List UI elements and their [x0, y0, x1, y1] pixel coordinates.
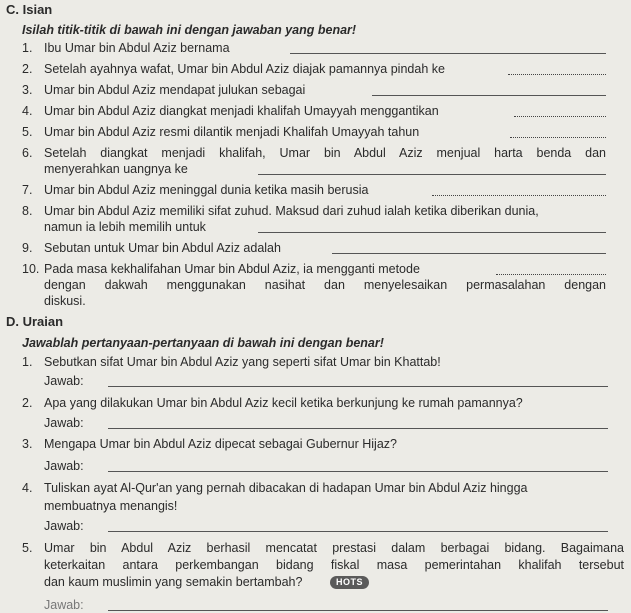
answer-line[interactable]	[108, 386, 608, 387]
c-item-text: Umar bin Abdul Aziz mendapat julukan sebagai	[44, 83, 306, 97]
hots-badge: HOTS	[330, 576, 369, 589]
c-item-number: 5.	[22, 125, 33, 139]
d-item-text: Umar bin Abdul Aziz berhasil mencatat prestasi dalam berbagai bidang. Bagaimana	[44, 541, 624, 555]
d-item-text: keterkaitan antara perkembangan bidang fiskal masa pemerintahan khalifah tersebut	[44, 558, 624, 572]
answer-line[interactable]	[108, 610, 608, 611]
c-item-text: dengan dakwah menggunakan nasihat dan menyelesaikan permasalahan dengan	[44, 278, 606, 292]
answer-dots[interactable]	[510, 137, 606, 138]
section-d-heading: D. Uraian	[6, 314, 64, 329]
c-item-text: namun ia lebih memilih untuk	[44, 220, 206, 234]
c-item-number: 10.	[22, 262, 40, 276]
d-item-text: Sebutkan sifat Umar bin Abdul Aziz yang seperti sifat Umar bin Khattab!	[44, 355, 441, 369]
answer-line[interactable]	[290, 53, 606, 54]
c-item-text: Setelah ayahnya wafat, Umar bin Abdul Aziz diajak pamannya pindah ke	[44, 62, 445, 76]
answer-label: Jawab:	[44, 374, 84, 388]
c-item-text: Umar bin Abdul Aziz meninggal dunia ketika masih berusia	[44, 183, 369, 197]
d-item-number: 1.	[22, 355, 33, 369]
c-item-text: Pada masa kekhalifahan Umar bin Abdul Aziz, ia mengganti metode	[44, 262, 420, 276]
answer-label: Jawab:	[44, 519, 84, 533]
c-item-text: Sebutan untuk Umar bin Abdul Aziz adalah	[44, 241, 281, 255]
d-item-text: Tuliskan ayat Al-Qur'an yang pernah dibacakan di hadapan Umar bin Abdul Aziz hingga	[44, 481, 528, 495]
c-item-text: menyerahkan uangnya ke	[44, 162, 188, 176]
d-item-text: membuatnya menangis!	[44, 499, 178, 513]
answer-line[interactable]	[372, 95, 606, 96]
section-d-instruction: Jawablah pertanyaan-pertanyaan di bawah ini dengan benar!	[22, 336, 384, 350]
c-item-text: Ibu Umar bin Abdul Aziz bernama	[44, 41, 230, 55]
answer-label: Jawab:	[44, 598, 84, 612]
answer-line[interactable]	[108, 428, 608, 429]
c-item-number: 3.	[22, 83, 33, 97]
answer-dots[interactable]	[514, 116, 606, 117]
section-c-heading: C. Isian	[6, 2, 53, 17]
answer-dots[interactable]	[496, 274, 606, 275]
answer-label: Jawab:	[44, 416, 84, 430]
c-item-text: Umar bin Abdul Aziz resmi dilantik menjadi Khalifah Umayyah tahun	[44, 125, 420, 139]
answer-line[interactable]	[108, 531, 608, 532]
c-item-text: Umar bin Abdul Aziz diangkat menjadi khalifah Umayyah menggantikan	[44, 104, 439, 118]
answer-line[interactable]	[108, 471, 608, 472]
answer-dots[interactable]	[432, 195, 606, 196]
answer-line[interactable]	[258, 174, 606, 175]
c-item-number: 2.	[22, 62, 33, 76]
c-item-number: 9.	[22, 241, 33, 255]
d-item-number: 4.	[22, 481, 33, 495]
d-item-number: 2.	[22, 396, 33, 410]
answer-label: Jawab:	[44, 459, 84, 473]
d-item-number: 3.	[22, 437, 33, 451]
d-item-text: dan kaum muslimin yang semakin bertambah?	[44, 575, 303, 589]
d-item-number: 5.	[22, 541, 33, 555]
answer-line[interactable]	[332, 253, 606, 254]
c-item-text: Umar bin Abdul Aziz memiliki sifat zuhud. Maksud dari zuhud ialah ketika diberikan dunia,	[44, 204, 539, 218]
c-item-text: Setelah diangkat menjadi khalifah, Umar bin Abdul Aziz menjual harta benda dan	[44, 146, 606, 160]
section-c-instruction: Isilah titik-titik di bawah ini dengan jawaban yang benar!	[22, 23, 357, 37]
answer-line[interactable]	[258, 232, 606, 233]
c-item-number: 6.	[22, 146, 33, 160]
d-item-text: Apa yang dilakukan Umar bin Abdul Aziz kecil ketika berkunjung ke rumah pamannya?	[44, 396, 523, 410]
answer-dots[interactable]	[508, 74, 606, 75]
c-item-number: 4.	[22, 104, 33, 118]
d-item-text: Mengapa Umar bin Abdul Aziz dipecat sebagai Gubernur Hijaz?	[44, 437, 397, 451]
c-item-text: diskusi.	[44, 294, 86, 308]
c-item-number: 8.	[22, 204, 33, 218]
c-item-number: 7.	[22, 183, 33, 197]
c-item-number: 1.	[22, 41, 33, 55]
